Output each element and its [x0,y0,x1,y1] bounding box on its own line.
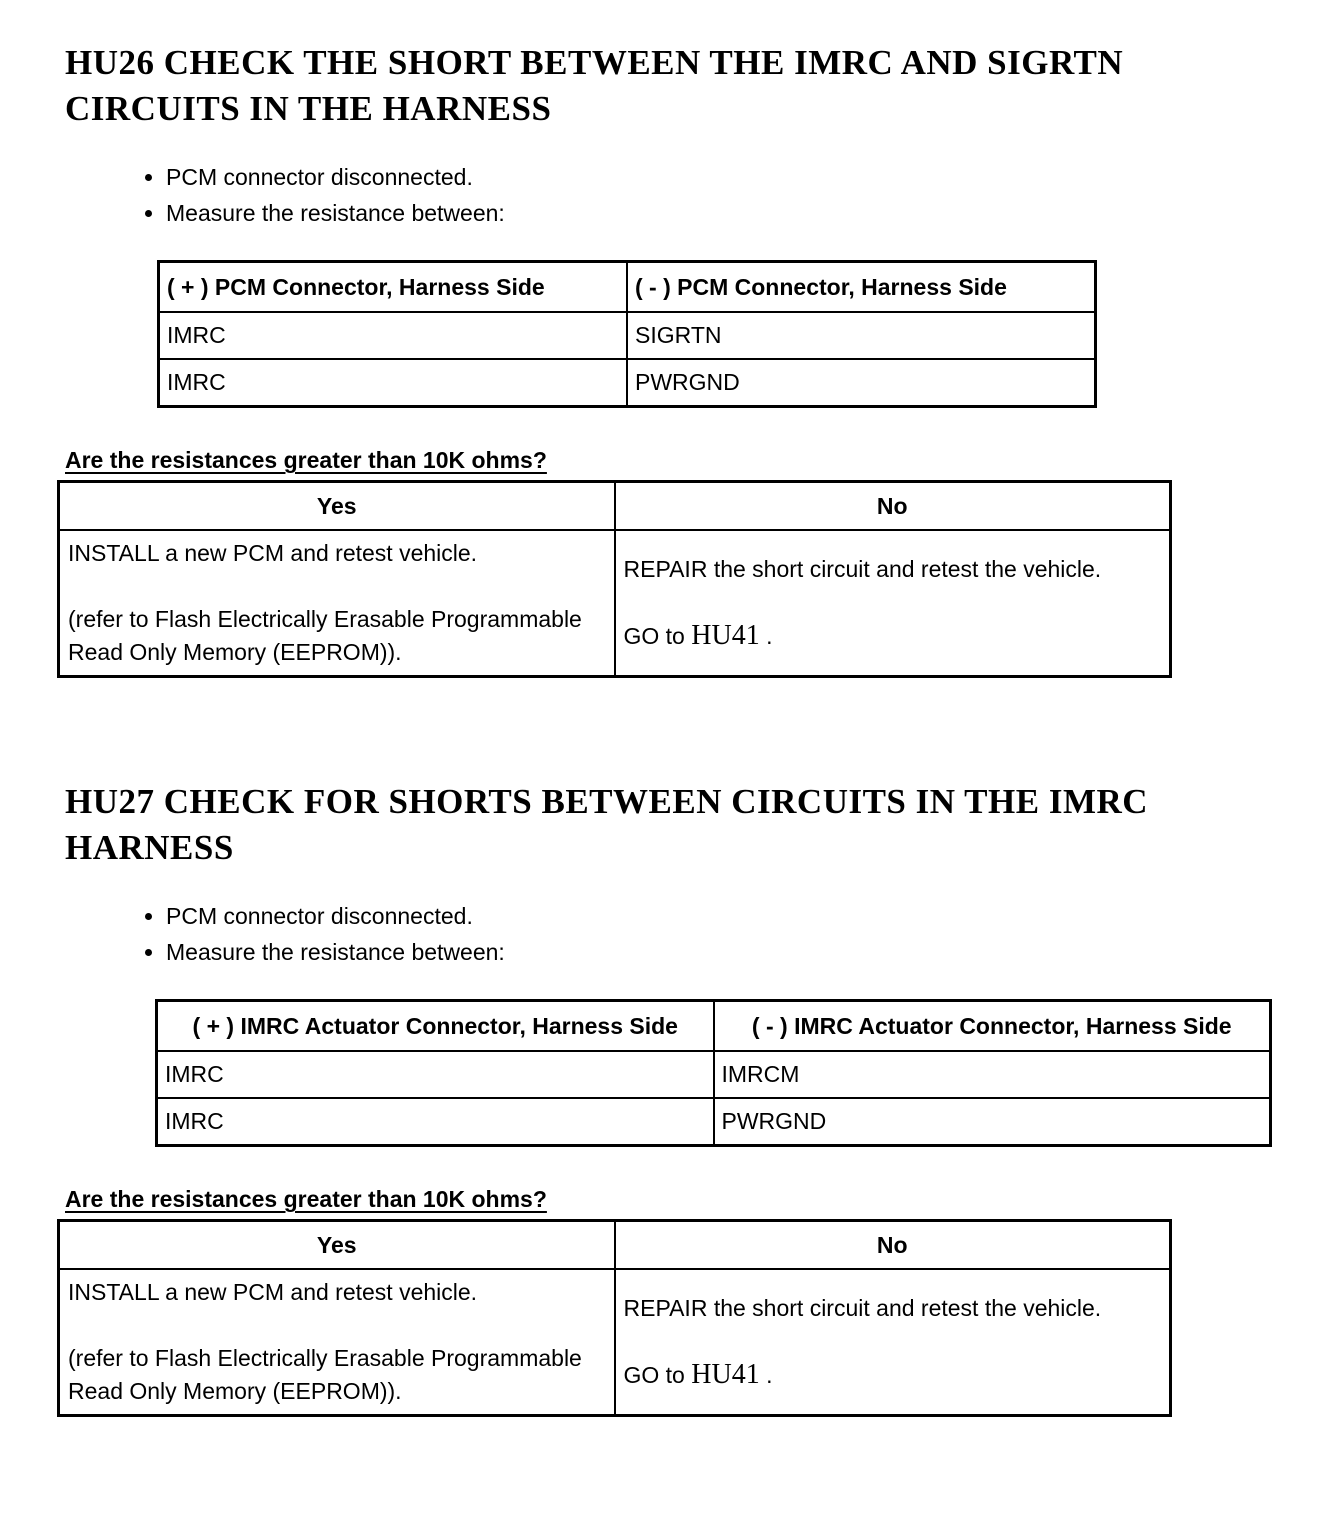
cell-positive-circuit: IMRC [159,312,628,359]
bullet-list-hu27 [0,898,1328,970]
col-header-negative-imrc: ( - ) IMRC Actuator Connector, Harness Side [714,1001,1271,1052]
section-hu26-title [65,0,1288,132]
section-hu26-title-line2: CIRCUITS IN THE HARNESS [65,89,552,128]
measurement-header-row [157,1001,1271,1052]
yes-cell [59,530,615,677]
goto-suffix: . [759,1362,773,1388]
bullet-pcm-disconnected: • PCM connector disconnected. [166,898,1328,934]
measurement-row [157,1051,1271,1098]
no-cell [615,530,1171,677]
no-action-text: REPAIR the short circuit and retest the vehicle. [623,556,1102,582]
measurement-table-hu27 [155,999,1272,1147]
no-cell [615,1269,1171,1416]
question-resistances-hu27: Are the resistances greater than 10K ohms? [65,1186,547,1212]
section-hu27-title [65,678,1288,871]
yes-action-text: INSTALL a new PCM and retest vehicle. [68,1279,478,1305]
section-hu26-title-line1: HU26 CHECK THE SHORT BETWEEN THE IMRC AND SIGRTN [65,43,1124,82]
cell-negative-circuit: IMRCM [714,1051,1271,1098]
no-goto-line [623,1359,773,1390]
bullet-measure-resistance: • Measure the resistance between: [166,934,1328,970]
decision-table-hu27 [57,1219,1172,1417]
decision-header-row [59,1221,1171,1270]
measurement-header-row [159,262,1096,313]
cell-positive-circuit: IMRC [157,1098,714,1146]
yes-header: Yes [59,482,615,531]
no-header: No [615,1221,1171,1270]
cell-negative-circuit: SIGRTN [627,312,1096,359]
goto-suffix: . [759,623,773,649]
section-hu27 [0,678,1328,1417]
goto-hu41-link[interactable]: HU41 [691,1359,760,1390]
col-header-negative-pcm: ( - ) PCM Connector, Harness Side [627,262,1096,313]
goto-hu41-link[interactable]: HU41 [691,620,760,651]
yes-action-text: INSTALL a new PCM and retest vehicle. [68,540,478,566]
measurement-row [159,312,1096,359]
measurement-row [159,359,1096,407]
decision-body-row [59,530,1171,677]
goto-prefix: GO to [623,1362,692,1388]
decision-header-row [59,482,1171,531]
section-hu27-title-line2: HARNESS [65,828,234,867]
decision-table-hu26 [57,480,1172,678]
measurement-table-hu26 [157,260,1097,408]
yes-note-text: (refer to Flash Electrically Erasable Programmable Read Only Memory (EEPROM)). [68,606,582,665]
goto-prefix: GO to [623,623,692,649]
section-hu27-title-line1: HU27 CHECK FOR SHORTS BETWEEN CIRCUITS IN THE IMRC [65,782,1149,821]
cell-positive-circuit: IMRC [157,1051,714,1098]
bullet-list-hu26 [0,159,1328,231]
bullet-pcm-disconnected: • PCM connector disconnected. [166,159,1328,195]
cell-negative-circuit: PWRGND [714,1098,1271,1146]
decision-body-row [59,1269,1171,1416]
col-header-positive-pcm: ( + ) PCM Connector, Harness Side [159,262,628,313]
section-hu26 [0,0,1328,678]
cell-negative-circuit: PWRGND [627,359,1096,407]
yes-cell [59,1269,615,1416]
question-resistances-hu26: Are the resistances greater than 10K ohms? [65,447,547,473]
yes-note-text: (refer to Flash Electrically Erasable Programmable Read Only Memory (EEPROM)). [68,1345,582,1404]
measurement-row [157,1098,1271,1146]
bullet-measure-resistance: • Measure the resistance between: [166,195,1328,231]
no-action-text: REPAIR the short circuit and retest the vehicle. [623,1295,1102,1321]
no-header: No [615,482,1171,531]
yes-header: Yes [59,1221,615,1270]
no-goto-line [623,620,773,651]
cell-positive-circuit: IMRC [159,359,628,407]
col-header-positive-imrc: ( + ) IMRC Actuator Connector, Harness Side [157,1001,714,1052]
